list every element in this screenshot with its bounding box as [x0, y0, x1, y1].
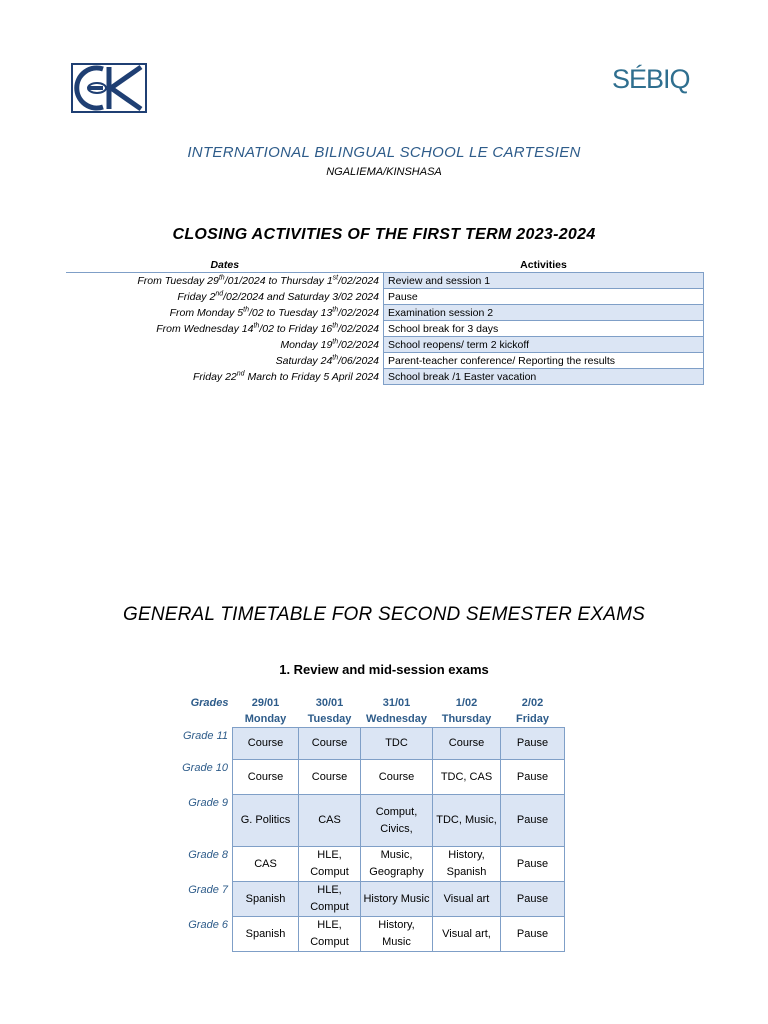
schedule-activity: School break /1 Easter vacation: [384, 369, 704, 385]
school-crest-logo: [71, 63, 147, 113]
exam-row: [180, 728, 565, 760]
schedule-date: From Tuesday 29th/01/2024 to Thursday 1st/02/2024: [137, 274, 379, 287]
exam-row: [180, 795, 565, 847]
day-header: [299, 695, 361, 728]
exam-cell: G. Politics: [233, 795, 299, 847]
exam-cell: Pause: [501, 795, 565, 847]
exam-cell: CAS: [299, 795, 361, 847]
day-header: [501, 695, 565, 728]
exam-cell: TDC, Music,: [433, 795, 501, 847]
exam-cell: Course: [299, 728, 361, 760]
grade-label: Grade 7: [188, 883, 228, 896]
exam-cell: Visual art: [433, 882, 501, 917]
day-header: [233, 695, 299, 728]
exam-cell: Pause: [501, 917, 565, 952]
exam-cell: Spanish: [233, 882, 299, 917]
grade-label: Grade 8: [188, 848, 228, 861]
schedule-date: Saturday 24th/06/2024: [275, 354, 379, 367]
closing-activities-table: [66, 258, 704, 385]
schedule-row: [66, 353, 704, 369]
exam-cell: Pause: [501, 847, 565, 882]
exam-cell: History, Music: [361, 917, 433, 952]
exam-row: [180, 760, 565, 795]
exam-row: [180, 882, 565, 917]
exam-subtitle: 1. Review and mid-session exams: [279, 662, 489, 677]
day-name: Wednesday: [366, 713, 427, 725]
schedule-date: Monday 19th/02/2024: [280, 338, 379, 351]
schedule-activity: School break for 3 days: [384, 321, 704, 337]
exam-cell: HLE, Comput: [299, 882, 361, 917]
schedule-activity: School reopens/ term 2 kickoff: [384, 337, 704, 353]
sebiq-logo: [612, 62, 692, 110]
schedule-activity: Examination session 2: [384, 305, 704, 321]
exam-timetable: [180, 695, 565, 952]
schedule-date: From Monday 5th/02 to Tuesday 13th/02/2024: [169, 306, 379, 319]
exam-cell: History Music: [361, 882, 433, 917]
exam-cell: Course: [299, 760, 361, 795]
exam-cell: Course: [361, 760, 433, 795]
schedule-row: [66, 305, 704, 321]
exam-row: [180, 917, 565, 952]
schedule-activity: Review and session 1: [384, 273, 704, 289]
exam-cell: HLE, Comput: [299, 917, 361, 952]
exam-row: [180, 847, 565, 882]
schedule-row: [66, 289, 704, 305]
schedule-date: From Wednesday 14th/02 to Friday 16th/02/2024: [156, 322, 379, 335]
exam-cell: TDC: [361, 728, 433, 760]
day-name: Monday: [244, 713, 287, 725]
exam-timetable-title: GENERAL TIMETABLE FOR SECOND SEMESTER EXAMS: [122, 604, 646, 625]
exam-cell: History, Spanish: [433, 847, 501, 882]
day-header: [433, 695, 501, 728]
schedule-row: [66, 321, 704, 337]
day-date: 1/02: [455, 697, 478, 709]
day-date: 29/01: [251, 697, 280, 709]
day-name: Thursday: [441, 713, 492, 725]
grade-label: Grade 11: [182, 729, 228, 742]
schedule-activity: Parent-teacher conference/ Reporting the results: [384, 353, 704, 369]
exam-cell: Music, Geography: [361, 847, 433, 882]
exam-cell: Pause: [501, 882, 565, 917]
day-header: [361, 695, 433, 728]
schedule-row: [66, 369, 704, 385]
exam-cell: HLE, Comput: [299, 847, 361, 882]
school-location: NGALIEMA/KINSHASA: [326, 166, 442, 178]
schedule-date: Friday 2nd/02/2024 and Saturday 3/02 2024: [177, 290, 379, 303]
sebiq-logo-text: SÉBIQ: [612, 64, 690, 94]
exam-cell: Course: [233, 760, 299, 795]
exam-cell: Visual art,: [433, 917, 501, 952]
schedule-row: [66, 273, 704, 289]
exam-cell: CAS: [233, 847, 299, 882]
activities-header: Activities: [384, 258, 704, 273]
closing-activities-title: CLOSING ACTIVITIES OF THE FIRST TERM 2023-2024: [172, 226, 596, 243]
day-name: Friday: [515, 713, 549, 725]
grade-label: Grade 9: [188, 796, 228, 809]
exam-cell: Pause: [501, 760, 565, 795]
day-date: 31/01: [382, 697, 411, 709]
school-name: INTERNATIONAL BILINGUAL SCHOOL LE CARTESIEN: [187, 144, 581, 161]
dates-header: Dates: [66, 258, 384, 273]
exam-cell: Spanish: [233, 917, 299, 952]
schedule-activity: Pause: [384, 289, 704, 305]
exam-cell: Course: [233, 728, 299, 760]
grade-label: Grade 6: [188, 918, 228, 931]
exam-cell: TDC, CAS: [433, 760, 501, 795]
day-name: Tuesday: [307, 713, 352, 725]
grades-header: Grades: [190, 697, 229, 709]
day-date: 30/01: [315, 697, 344, 709]
grade-label: Grade 10: [182, 761, 228, 774]
exam-cell: Pause: [501, 728, 565, 760]
day-date: 2/02: [521, 697, 544, 709]
exam-cell: Comput, Civics,: [361, 795, 433, 847]
exam-cell: Course: [433, 728, 501, 760]
schedule-date: Friday 22nd March to Friday 5 April 2024: [193, 370, 379, 383]
schedule-row: [66, 337, 704, 353]
